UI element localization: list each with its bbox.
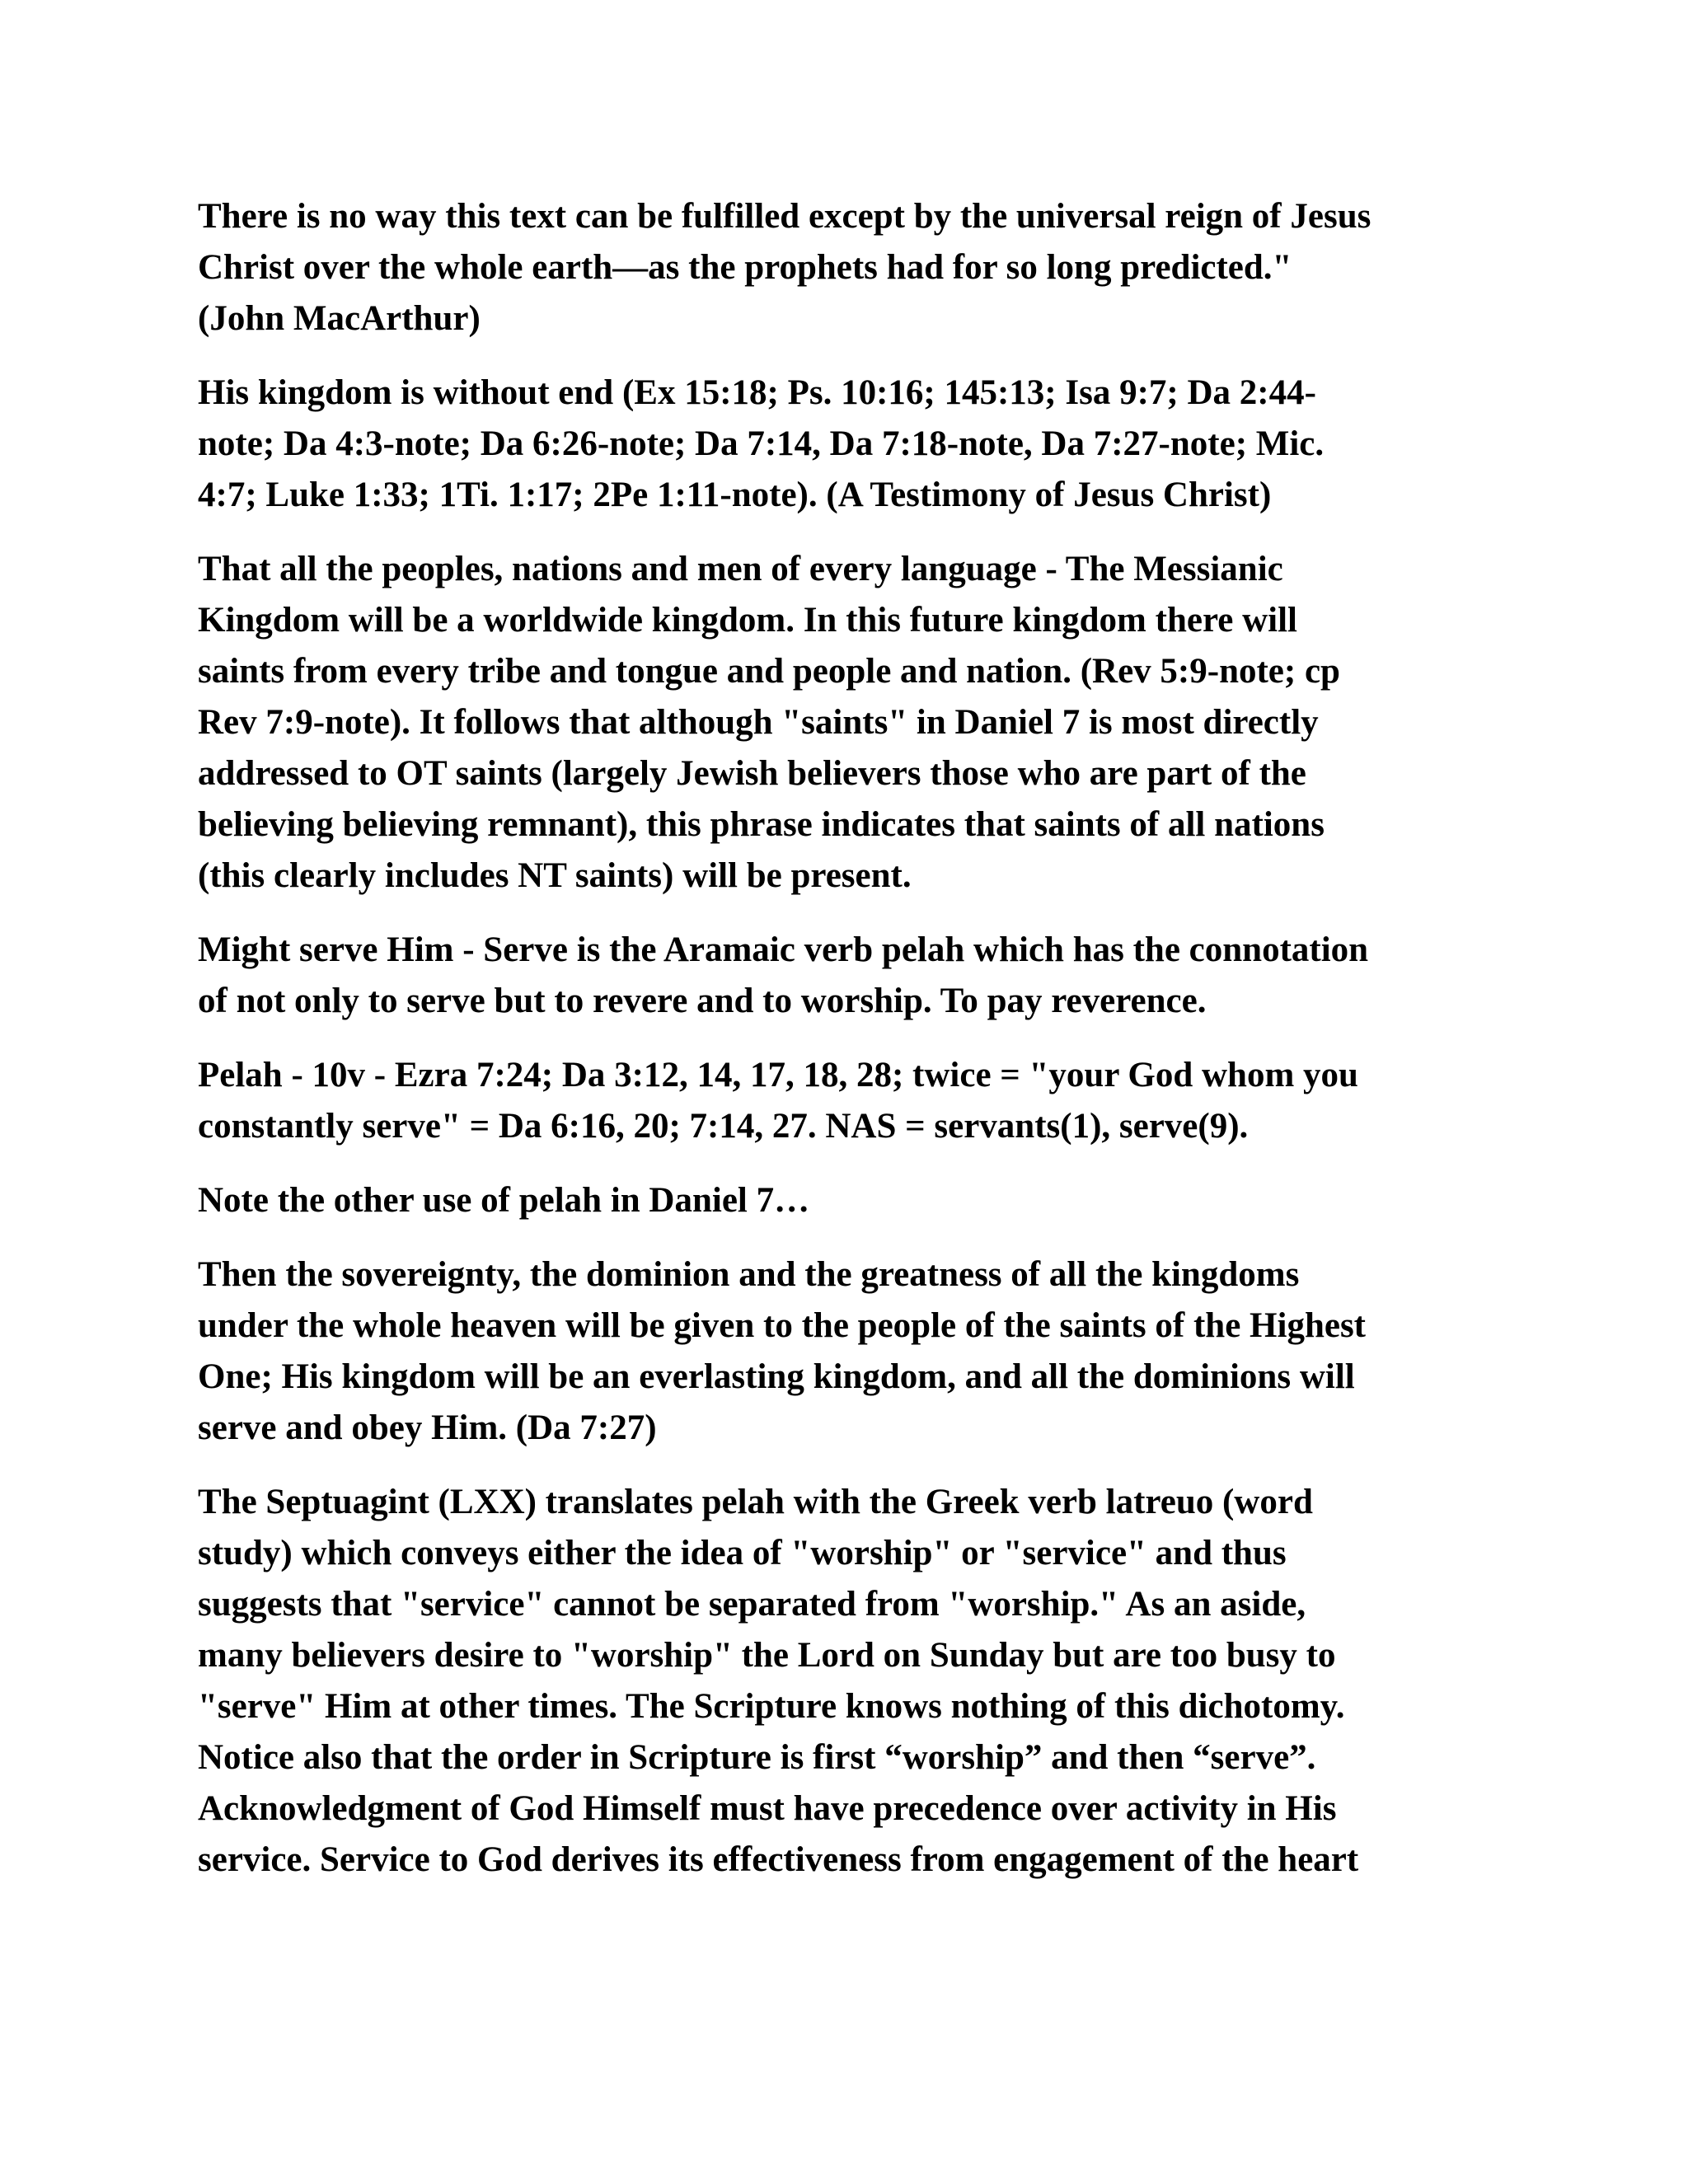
paragraph-macarthur-quote: There is no way this text can be fulfilled except by the universal reign of Jesus Christ over the whole earth—as the prophets had for so long predicted." (John MacArthur) [198,197,1372,338]
paragraph-might-serve-him: Might serve Him - Serve is the Aramaic verb pelah which has the connotation of not only to serve but to revere and to worship. To pay reverence. [198,930,1369,1020]
paragraph-septuagint: The Septuagint (LXX) translates pelah with the Greek verb latreuo (word study) which conveys either the idea of "worship" or "service" and thus suggests that "service" cannot be separated from "worship." As an aside, many believers desire to "worship" the Lord on Sunday but are too busy to "serve" Him at other times. The Scripture knows nothing of this dichotomy. Notice also that the order in Scripture is first “worship” and then “serve”. Acknowledgment of God Himself must have precedence over activity in His service. Service to God derives its effectiveness from engagement of the heart [198,1483,1359,1879]
document-body [198,191,1500,1909]
paragraph-all-peoples: That all the peoples, nations and men of every language - The Messianic Kingdom will be a worldwide kingdom. In this future kingdom there will saints from every tribe and tongue and people and nation. (Rev 5:9-note; cp Rev 7:9-note). It follows that although "saints" in Daniel 7 is most directly addressed to OT saints (largely Jewish believers those who are part of the believing believing remnant), this phrase indicates that saints of all nations (this clearly includes NT saints) will be present. [198,550,1340,895]
paragraph-daniel-quote: Then the sovereignty, the dominion and the greatness of all the kingdoms under the whole heaven will be given to the people of the saints of the Highest One; His kingdom will be an everlasting kingdom, and all the dominions will serve and obey Him. (Da 7:27) [198,1255,1367,1447]
paragraph-pelah-usage: Pelah - 10v - Ezra 7:24; Da 3:12, 14, 17, 18, 28; twice = "your God whom you constantly serve" = Da 6:16, 20; 7:14, 27. NAS = servants(1), serve(9). [198,1056,1358,1146]
paragraph-other-use-note: Note the other use of pelah in Daniel 7… [198,1181,810,1220]
paragraph-kingdom-without-end: His kingdom is without end (Ex 15:18; Ps. 10:16; 145:13; Isa 9:7; Da 2:44- note; Da 4:3-note; Da 6:26-note; Da 7:14, Da 7:18-note, Da 7:27-note; Mic. 4:7; Luke 1:33; 1Ti. 1:17; 2Pe 1:11-note). (A Testimony of Jesus Christ) [198,373,1325,514]
